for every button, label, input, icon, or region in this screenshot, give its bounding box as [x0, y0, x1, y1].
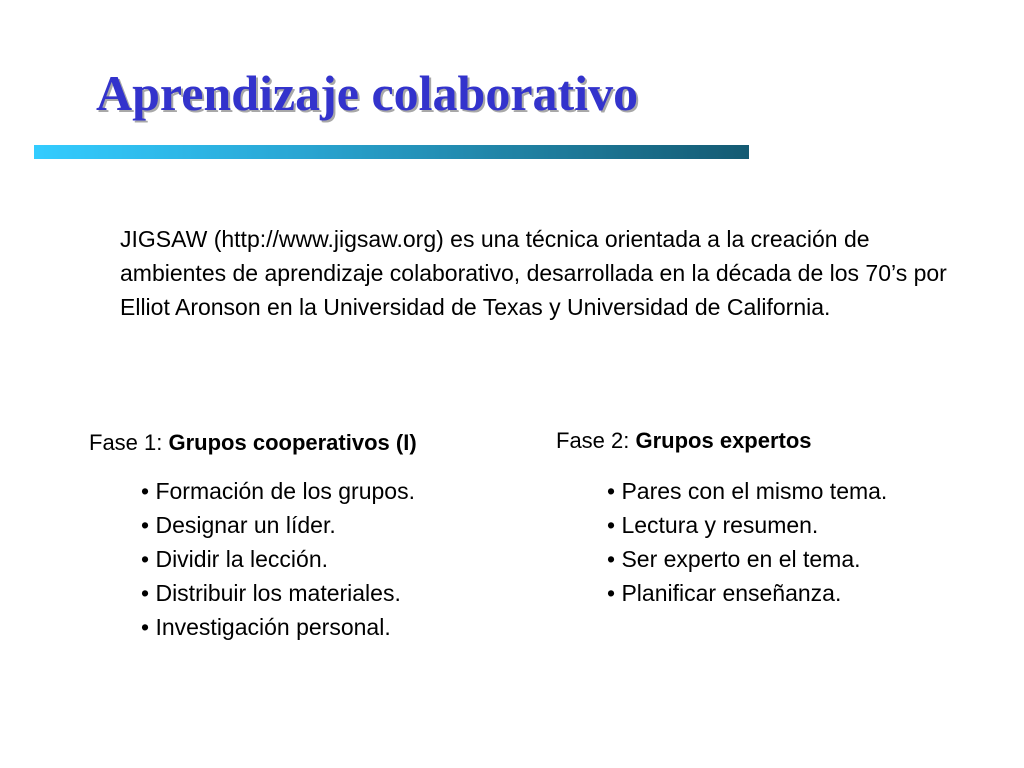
slide-title: Aprendizaje colaborativo [96, 65, 639, 121]
phase-2-name: Grupos expertos [635, 428, 812, 453]
title-underline-bar [34, 145, 749, 159]
list-item: • Pares con el mismo tema. [607, 474, 887, 508]
list-item: • Ser experto en el tema. [607, 542, 887, 576]
phase-1-name: Grupos cooperativos (I) [168, 430, 417, 455]
list-item: • Investigación personal. [141, 610, 417, 644]
phase-2-list [607, 474, 887, 610]
phase-2-section [556, 425, 887, 610]
phase-1-list [141, 474, 417, 644]
list-item: • Lectura y resumen. [607, 508, 887, 542]
phase-2-heading [556, 425, 887, 457]
phase-1-section [89, 427, 417, 644]
list-item: • Distribuir los materiales. [141, 576, 417, 610]
intro-paragraph: JIGSAW (http://www.jigsaw.org) es una técnica orientada a la creación de ambientes de aprendizaje colaborativo, desarrollada en la década de los 70’s por Elliot Aronson en la Universidad de Texas y Universidad de California. [120, 226, 947, 320]
phase-1-heading [89, 427, 417, 459]
phase-1-label: Fase 1: [89, 430, 163, 455]
list-item: • Dividir la lección. [141, 542, 417, 576]
list-item: • Designar un líder. [141, 508, 417, 542]
list-item: • Formación de los grupos. [141, 474, 417, 508]
list-item: • Planificar enseñanza. [607, 576, 887, 610]
phase-2-label: Fase 2: [556, 428, 630, 453]
